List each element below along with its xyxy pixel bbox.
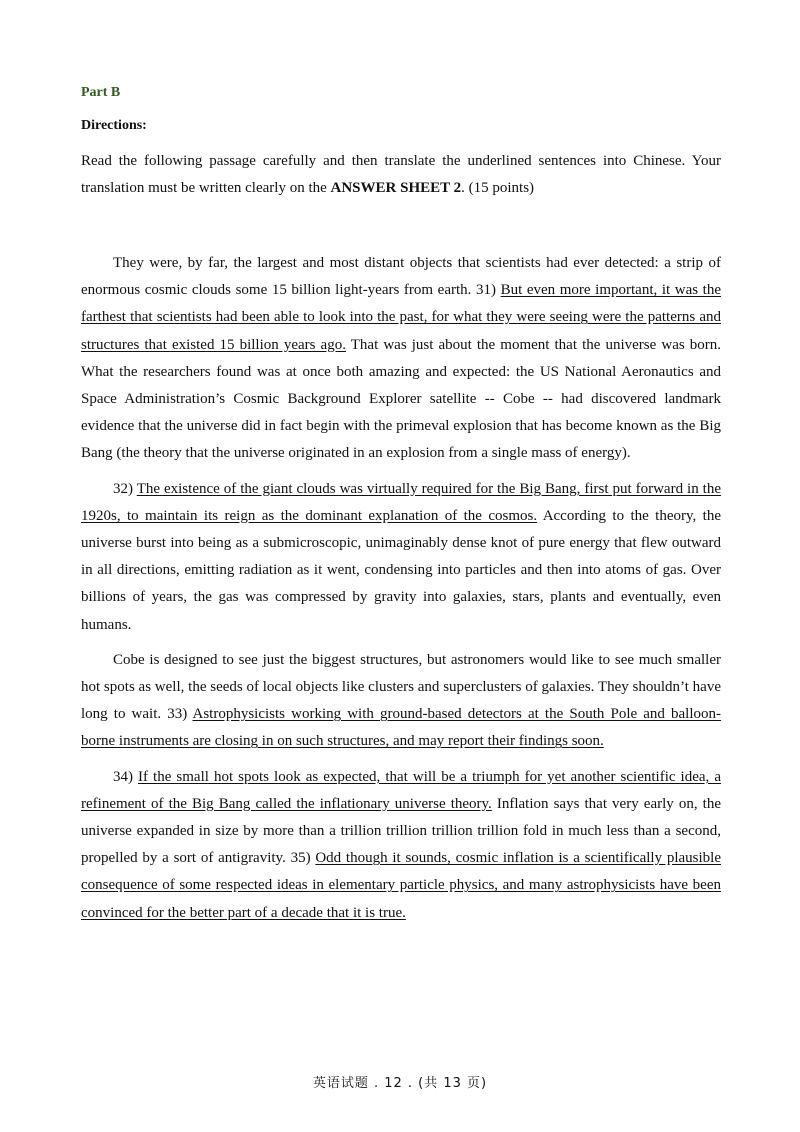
instructions-text: Read the following passage carefully and then translate the underlined sentences into Chinese. Your translation must be written clearly on the (81, 153, 721, 196)
sentence-33: Astrophysicists working with ground-based detectors at the South Pole and balloon-borne instruments are closing in on such structures, and may report their findings soon. (81, 706, 722, 750)
passage (81, 250, 721, 935)
page-footer: 英语试题 . 12 . (共 13 页) (312, 1076, 488, 1091)
p4-number: 34) (113, 768, 139, 785)
part-title: Part B (81, 85, 121, 100)
p2-text-after: According to the theory, the universe burst into being as a submicroscopic, unimaginably dense knot of pure energy that flew outward in all directions, emitting radiation as it went, condensing into particles and then into atoms of gas. Over billions of years, the gas was compressed by gravity into galaxies, stars, plants and eventually, even humans. (81, 507, 721, 633)
paragraph-1 (81, 250, 721, 468)
sentence-31: But even more important, it was the farthest that scientists had been able to look into the past, for what they were seeing were the patterns and structures that existed 15 billion years ago. (81, 282, 721, 353)
sentence-35: Odd though it sounds, cosmic inflation is a scientifically plausible consequence of some respected ideas in elementary particle physics, and many astrophysicists have been convinced for the better part of a decade that it is true. (81, 850, 721, 921)
paragraph-3 (81, 647, 721, 756)
p1-text-after: That was just about the moment that the universe was born. What the researchers found was at once both amazing and expected: the US National Aeronautics and Space Administration’s Cosmic Background Explorer satellite -- Cobe -- had discovered landmark evidence that the universe did in fact begin with the primeval explosion that has become known as the Big Bang (the theory that the universe originated in an explosion from a single mass of energy). (81, 336, 722, 462)
paragraph-4 (81, 764, 721, 927)
p1-text: They were, by far, the largest and most distant objects that scientists had ever detected: a strip of enormous cosmic clouds some 15 billion light-years from earth. 31) (81, 255, 721, 299)
p3-text: Cobe is designed to see just the biggest structures, but astronomers would like to see much smaller hot spots as well, the seeds of local objects like clusters and superclusters of galaxies. They shouldn’t have long to wait. 33) (81, 651, 721, 723)
p4-text-middle: Inflation says that very early on, the universe expanded in size by more than a trillion trillion trillion trillion fold in much less than a second, propelled by a sort of antigravity. 35) (81, 795, 721, 867)
instructions-points: . (15 points) (461, 180, 535, 196)
sentence-32: The existence of the giant clouds was virtually required for the Big Bang, first put forward in the 1920s, to maintain its reign as the dominant explanation of the cosmos. (81, 480, 722, 524)
instructions (81, 148, 721, 202)
answer-sheet-label: ANSWER SHEET 2 (330, 180, 462, 196)
directions-label: Directions: (81, 118, 147, 133)
paragraph-2 (81, 476, 721, 639)
p2-number: 32) (113, 480, 137, 497)
sentence-34: If the small hot spots look as expected, that will be a triumph for yet another scientific idea, a refinement of the Big Bang called the inflationary universe theory. (81, 768, 721, 812)
